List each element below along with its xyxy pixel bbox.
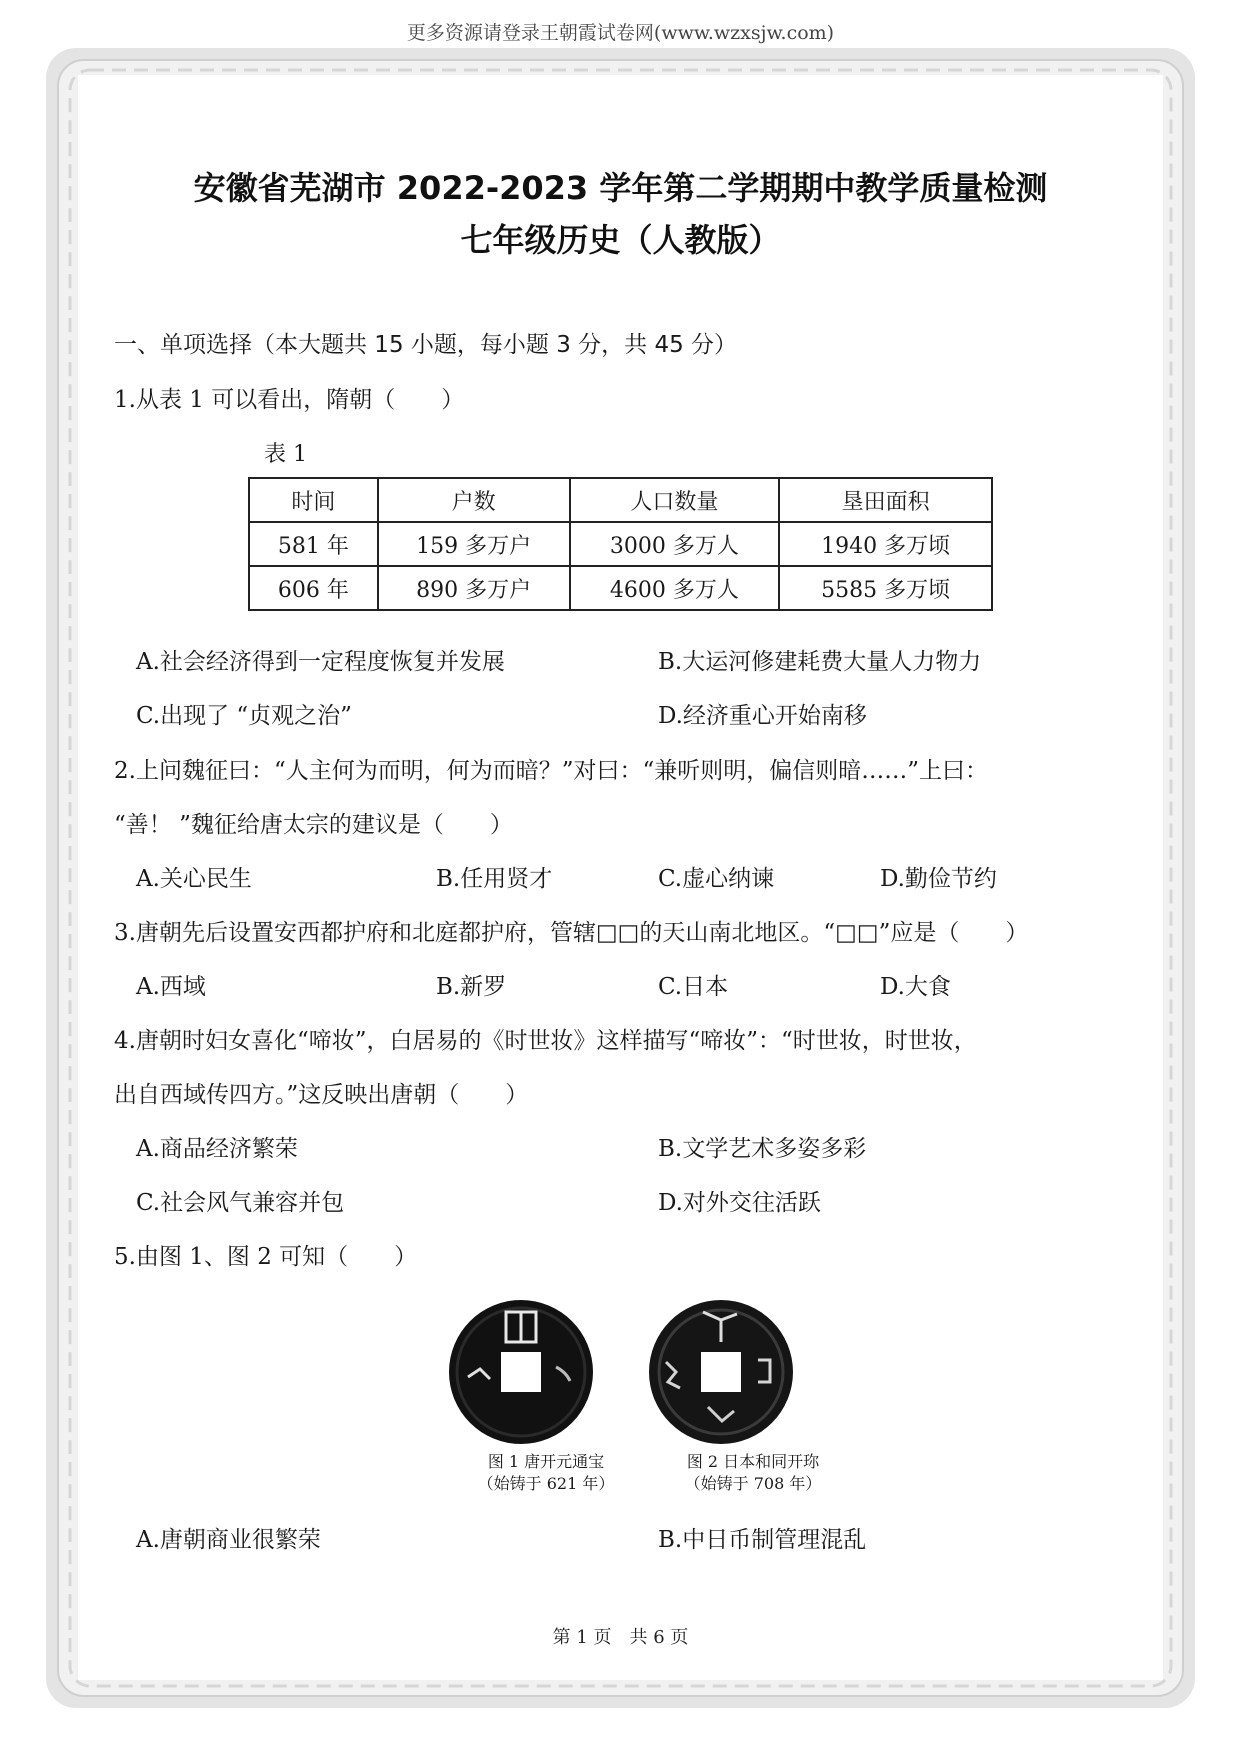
table-header-cell: 人口数量 [570, 478, 780, 522]
q2-option-c[interactable]: C.虚心纳谏 [658, 866, 775, 892]
q3-option-d[interactable]: D.大食 [880, 974, 951, 1000]
table-header-row [249, 478, 992, 522]
table-header-cell: 垦田面积 [779, 478, 992, 522]
q5-option-b[interactable]: B.中日币制管理混乱 [658, 1527, 867, 1553]
exam-title: 安徽省芜湖市 2022-2023 学年第二学期期中教学质量检测 [193, 169, 1048, 207]
q5-option-a[interactable]: A.唐朝商业很繁荣 [136, 1527, 321, 1553]
q1-option-a[interactable]: A.社会经济得到一定程度恢复并发展 [136, 649, 505, 675]
table-cell: 4600 多万人 [570, 566, 780, 610]
q2-option-d[interactable]: D.勤俭节约 [880, 866, 997, 892]
table-row [249, 522, 992, 566]
question-4-stem-cont: 出自西域传四方。”这反映出唐朝（ ） [114, 1082, 529, 1108]
q4-option-a[interactable]: A.商品经济繁荣 [136, 1136, 298, 1162]
section-heading: 一、单项选择（本大题共 15 小题，每小题 3 分，共 45 分） [114, 332, 738, 358]
question-1-stem: 1.从表 1 可以看出，隋朝（ ） [114, 387, 465, 413]
table-cell: 3000 多万人 [570, 522, 780, 566]
q1-option-d[interactable]: D.经济重心开始南移 [658, 703, 867, 729]
figure-2-caption: 图 2 日本和同开珎 [686, 1452, 820, 1471]
kaiyuan-coin-image [449, 1300, 593, 1444]
figure-2-caption-date: （始铸于 708 年） [684, 1474, 822, 1493]
q4-option-d[interactable]: D.对外交往活跃 [658, 1190, 821, 1216]
q3-option-b[interactable]: B.新罗 [436, 974, 507, 1000]
exam-page [78, 75, 1163, 1680]
question-4-stem: 4.唐朝时妇女喜化“啼妆”，白居易的《时世妆》这样描写“啼妆”：“时世妆，时世妆， [114, 1028, 977, 1054]
q2-option-b[interactable]: B.任用贤才 [436, 866, 553, 892]
table-cell: 606 年 [249, 566, 378, 610]
q4-option-c[interactable]: C.社会风气兼容并包 [136, 1190, 345, 1216]
question-5-stem: 5.由图 1、图 2 可知（ ） [114, 1244, 418, 1270]
q3-option-a[interactable]: A.西域 [136, 974, 206, 1000]
table-cell: 581 年 [249, 522, 378, 566]
page-number: 第 1 页 共 6 页 [552, 1627, 689, 1648]
table-cell: 1940 多万顷 [779, 522, 992, 566]
table-header-cell: 户数 [378, 478, 570, 522]
wado-kaichin-coin-image [649, 1300, 793, 1444]
watermark-text: 更多资源请登录王朝霞试卷网(www.wzxsjw.com) [406, 22, 835, 44]
question-2-stem-cont: “善！ ”魏征给唐太宗的建议是（ ） [114, 812, 513, 838]
q4-option-b[interactable]: B.文学艺术多姿多彩 [658, 1136, 867, 1162]
table-row [249, 566, 992, 610]
question-3-stem: 3.唐朝先后设置安西都护府和北庭都护府，管辖□□的天山南北地区。“□□”应是（ ） [114, 920, 1029, 946]
table-header-cell: 时间 [249, 478, 378, 522]
figure-1-caption-date: （始铸于 621 年） [477, 1474, 615, 1493]
exam-subtitle: 七年级历史（人教版） [460, 221, 781, 259]
question-2-stem: 2.上问魏征曰：“人主何为而明，何为而暗？”对曰：“兼听则明，偏信则暗……”上曰： [114, 758, 988, 784]
figure-1-caption: 图 1 唐开元通宝 [487, 1452, 605, 1471]
q1-option-b[interactable]: B.大运河修建耗费大量人力物力 [658, 649, 982, 675]
q3-option-c[interactable]: C.日本 [658, 974, 729, 1000]
table-cell: 159 多万户 [378, 522, 570, 566]
table-cell: 5585 多万顷 [779, 566, 992, 610]
q2-option-a[interactable]: A.关心民生 [136, 866, 252, 892]
q1-option-c[interactable]: C.出现了 “贞观之治” [136, 703, 352, 729]
population-table [248, 477, 993, 611]
table-cell: 890 多万户 [378, 566, 570, 610]
table-caption: 表 1 [264, 442, 307, 467]
